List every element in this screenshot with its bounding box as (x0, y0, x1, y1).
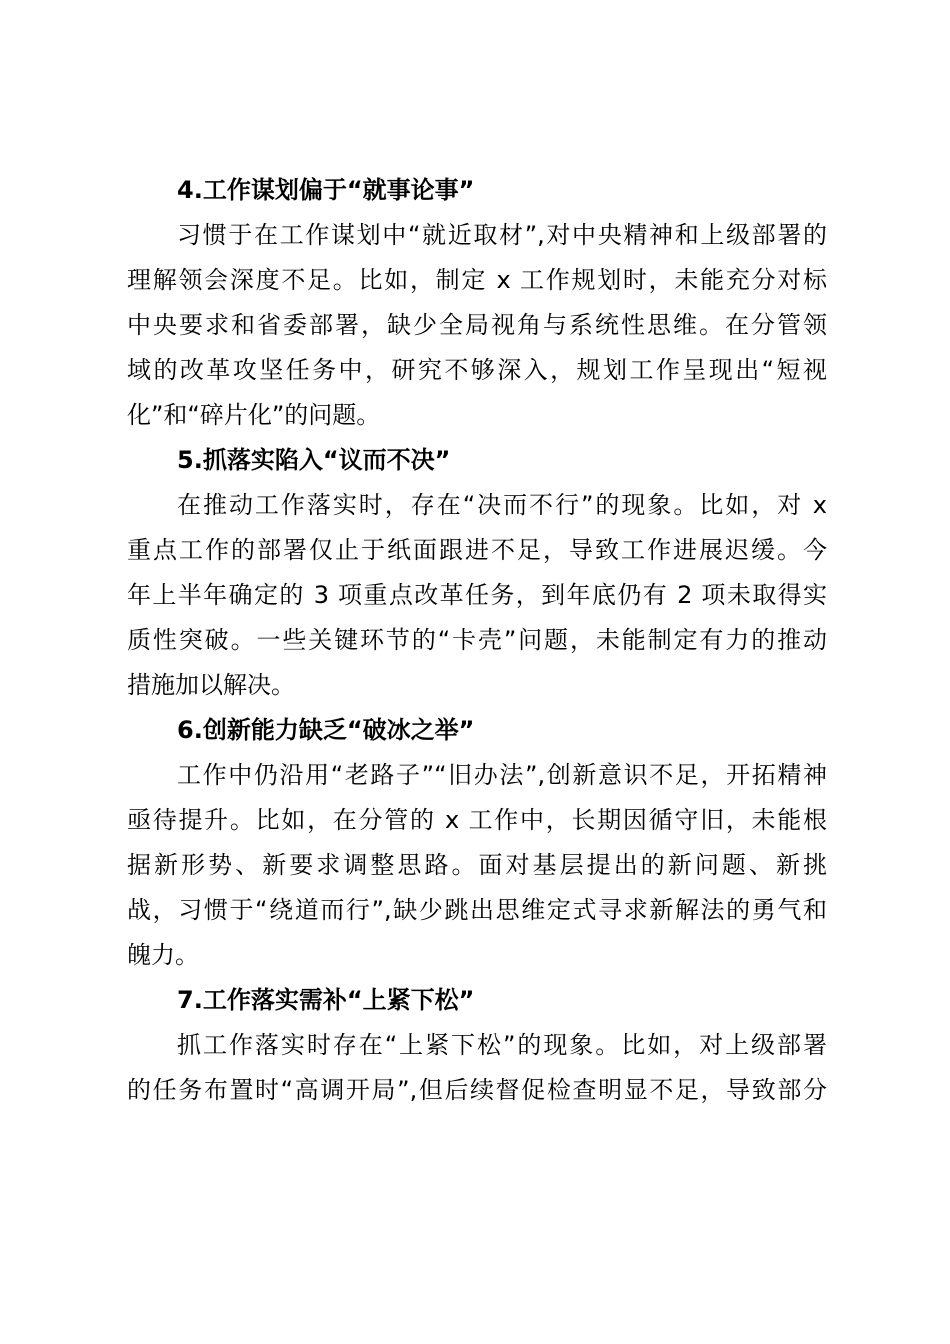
section-body-5 (127, 483, 827, 708)
section-body-6 (127, 753, 827, 978)
text-line: 抓工作落实时存在“上紧下松”的现象。比如，对上级部署 (177, 1031, 827, 1059)
text-line: 理解领会深度不足。比如，制定 x 工作规划时，未能充分对标 (127, 266, 827, 294)
document-page (127, 168, 827, 1113)
text-line: 措施加以解决。 (127, 671, 295, 699)
section-heading-5: 5.抓落实陷入“议而不决” (177, 446, 451, 474)
text-line: 亟待提升。比如，在分管的 x 工作中，长期因循守旧，未能根 (127, 806, 827, 834)
section-body-7 (127, 1023, 827, 1113)
text-line: 战，习惯于“绕道而行”,缺少跳出思维定式寻求新解法的勇气和 (127, 896, 827, 924)
text-line: 的任务布置时“高调开局”,但后续督促检查明显不足，导致部分 (127, 1076, 827, 1104)
text-line: 域的改革攻坚任务中，研究不够深入，规划工作呈现出“短视 (127, 356, 827, 384)
text-line: 中央要求和省委部署，缺少全局视角与系统性思维。在分管领 (127, 311, 827, 339)
text-line: 年上半年确定的 3 项重点改革任务，到年底仍有 2 项未取得实 (127, 581, 827, 609)
text-line: 魄力。 (127, 941, 199, 969)
text-line: 化”和“碎片化”的问题。 (127, 401, 381, 429)
section-heading-7: 7.工作落实需补“上紧下松” (177, 986, 475, 1014)
text-line: 工作中仍沿用“老路子”“旧办法”,创新意识不足，开拓精神 (177, 761, 827, 789)
text-line: 质性突破。一些关键环节的“卡壳”问题，未能制定有力的推动 (127, 626, 827, 654)
text-line: 重点工作的部署仅止于纸面跟进不足，导致工作进展迟缓。今 (127, 536, 827, 564)
section-body-4 (127, 213, 827, 438)
text-line: 据新形势、新要求调整思路。面对基层提出的新问题、新挑 (127, 851, 827, 879)
text-line: 习惯于在工作谋划中“就近取材”,对中央精神和上级部署的 (177, 221, 827, 249)
section-heading-6: 6.创新能力缺乏“破冰之举” (177, 716, 475, 744)
text-line: 在推动工作落实时，存在“决而不行”的现象。比如，对 x (177, 491, 827, 519)
section-heading-4: 4.工作谋划偏于“就事论事” (177, 176, 475, 204)
